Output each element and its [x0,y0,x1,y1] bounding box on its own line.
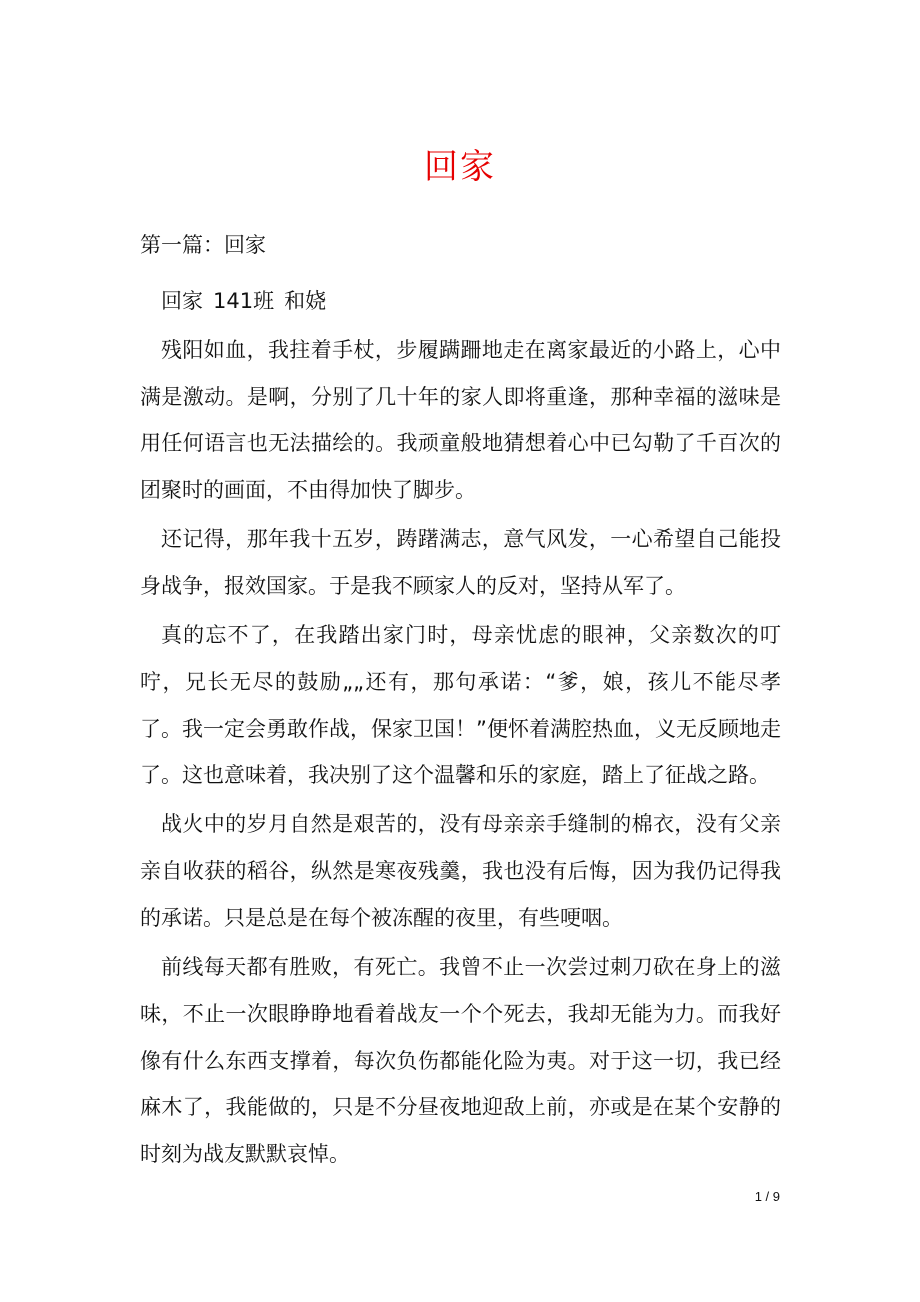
page-number: 1 / 9 [754,1189,780,1204]
byline [140,278,781,325]
section-heading: 第一篇：回家 [140,233,266,257]
paragraph: 残阳如血，我拄着手杖，步履蹒跚地走在离家最近的小路上，心中满是激动。是啊，分别了几十年的家人即将重逢，那种幸福的滋味是用任何语言也无法描绘的。我顽童般地猜想着心中已勾勒了千百次的团聚时的画面，不由得加快了脚步。 [140,337,781,503]
paragraph: 战火中的岁月自然是艰苦的，没有母亲亲手缝制的棉衣，没有父亲亲自收获的稻谷，纵然是寒夜残羹，我也没有后悔，因为我仍记得我的承诺。只是总是在每个被冻醒的夜里，有些哽咽。 [140,812,781,930]
paragraph: 还记得，那年我十五岁，踌躇满志，意气风发，一心希望自己能投身战争，报效国家。于是我不顾家人的反对，坚持从军了。 [140,527,781,598]
byline-author: 和娆 [284,289,327,313]
document-title: 回家 [424,147,496,187]
document-body [140,278,781,1180]
byline-class: 141班 [213,289,275,313]
byline-essay-title: 回家 [161,289,203,313]
paragraph: 前线每天都有胜败，有死亡。我曾不止一次尝过刺刀砍在身上的滋味，不止一次眼睁睁地看着战友一个个死去，我却无能为力。而我好像有什么东西支撑着，每次负伤都能化险为夷。对于这一切，我已经麻木了，我能做的，只是不分昼夜地迎敌上前，亦或是在某个安静的时刻为战友默默哀悼。 [140,954,781,1167]
paragraph: 真的忘不了，在我踏出家门时，母亲忧虑的眼神，父亲数次的叮咛，兄长无尽的鼓励„„还有，那句承诺：“爹，娘，孩儿不能尽孝了。我一定会勇敢作战，保家卫国！”便怀着满腔热血，义无反顾地走了。这也意味着，我决别了这个温馨和乐的家庭，踏上了征战之路。 [140,622,781,788]
